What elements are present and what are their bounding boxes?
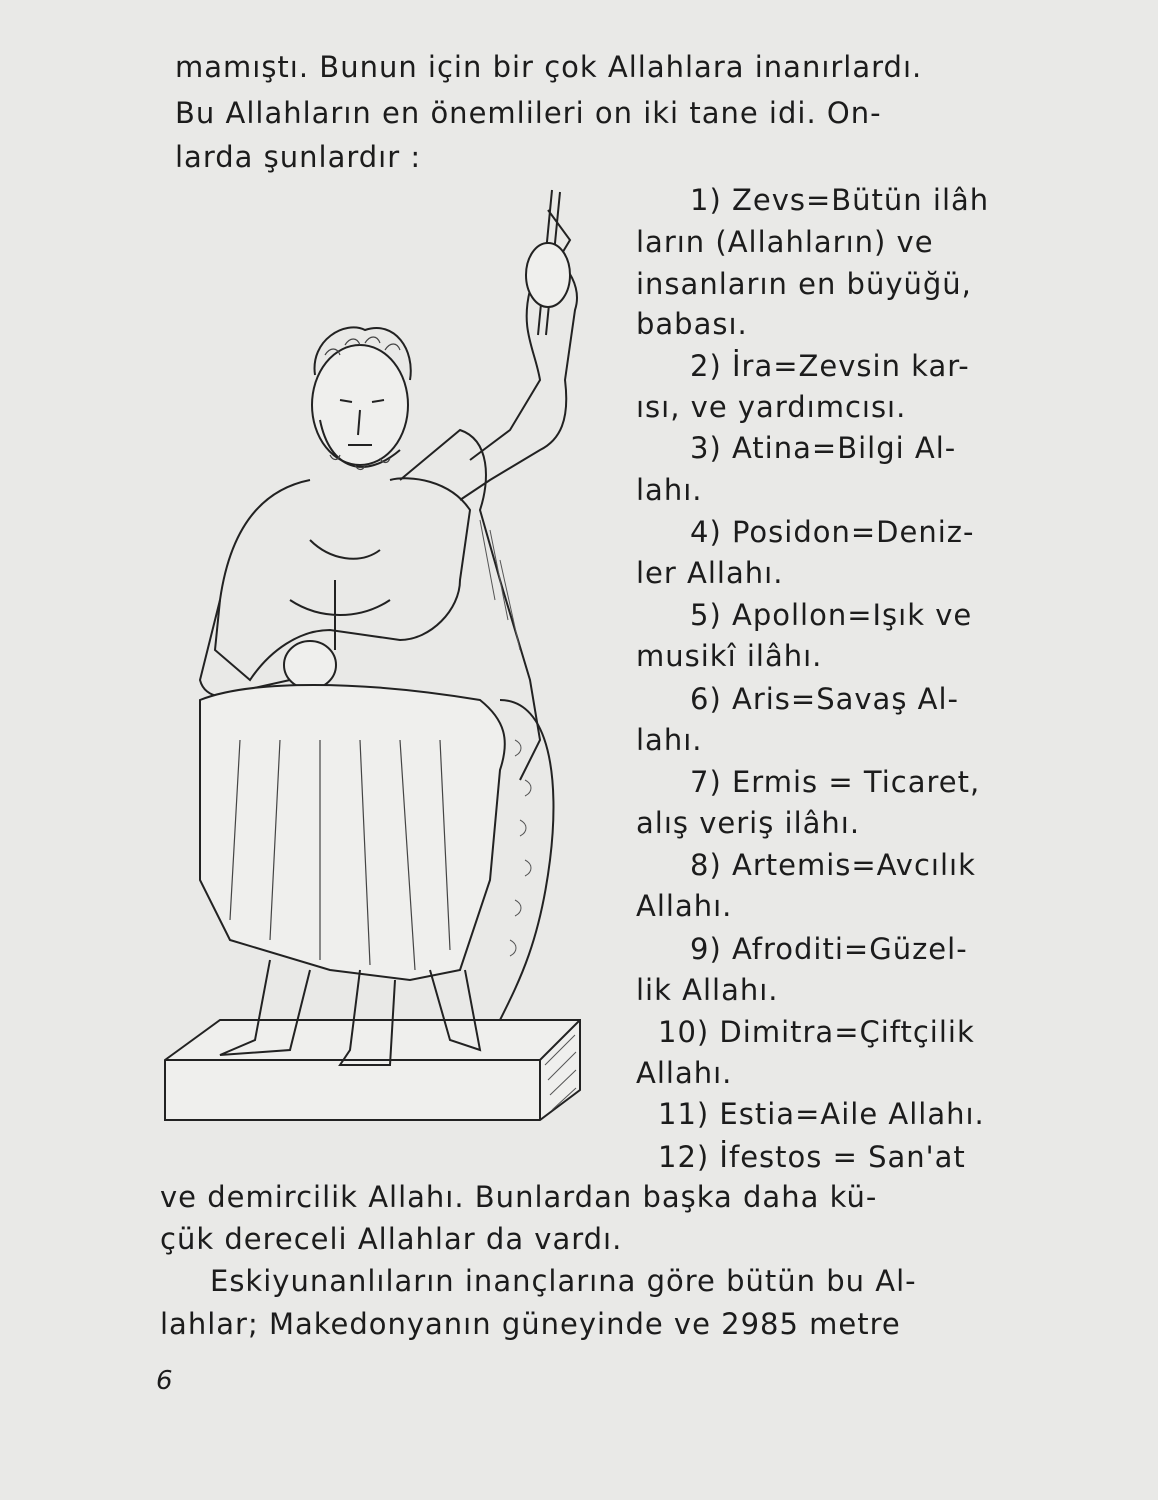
god-entry-line: musikî ilâhı. [636,639,823,673]
god-entry-ifestos: 12) İfestos = San'at [658,1140,966,1174]
god-entry-line: ısı, ve yardımcısı. [636,390,907,424]
god-entry-line: ler Allahı. [636,556,784,590]
god-entry-line: ların (Allahların) ve [636,225,934,259]
god-entry-line: lik Allahı. [636,973,779,1007]
paragraph-line: Eskiyunanlıların inançlarına göre bütün bu Al- [210,1264,917,1298]
zeus-statue-illustration [160,180,585,1130]
intro-line: larda şunlardır : [175,140,422,174]
god-entry-line: Allahı. [636,889,733,923]
paragraph-line: lahlar; Makedonyanın güneyinde ve 2985 metre [160,1307,901,1341]
god-entry-estia: 11) Estia=Aile Allahı. [658,1097,985,1131]
continuation-line: çük dereceli Allahlar da vardı. [160,1222,623,1256]
intro-line: mamıştı. Bunun için bir çok Allahlara inanırlardı. [175,50,923,84]
god-entry-posidon: 4) Posidon=Deniz- [690,515,975,549]
god-entry-ermis: 7) Ermis = Ticaret, [690,765,981,799]
god-entry-dimitra: 10) Dimitra=Çiftçilik [658,1015,975,1049]
god-entry-line: Allahı. [636,1056,733,1090]
god-entry-atina: 3) Atina=Bilgi Al- [690,431,957,465]
god-entry-line: lahı. [636,473,703,507]
page-number: 6 [156,1366,173,1396]
god-entry-aris: 6) Aris=Savaş Al- [690,682,960,716]
intro-line: Bu Allahların en önemlileri on iki tane idi. On- [175,96,882,130]
god-entry-apollon: 5) Apollon=Işık ve [690,598,973,632]
god-entry-line: insanların en büyüğü, [636,267,972,301]
god-entry-zevs: 1) Zevs=Bütün ilâh [690,183,990,217]
god-entry-line: babası. [636,307,748,341]
god-entry-afroditi: 9) Afroditi=Güzel- [690,932,968,966]
god-entry-line: lahı. [636,723,703,757]
continuation-line: ve demircilik Allahı. Bunlardan başka daha kü- [160,1180,878,1214]
god-entry-artemis: 8) Artemis=Avcılık [690,848,976,882]
god-entry-ira: 2) İra=Zevsin kar- [690,349,970,383]
god-entry-line: alış veriş ilâhı. [636,806,861,840]
